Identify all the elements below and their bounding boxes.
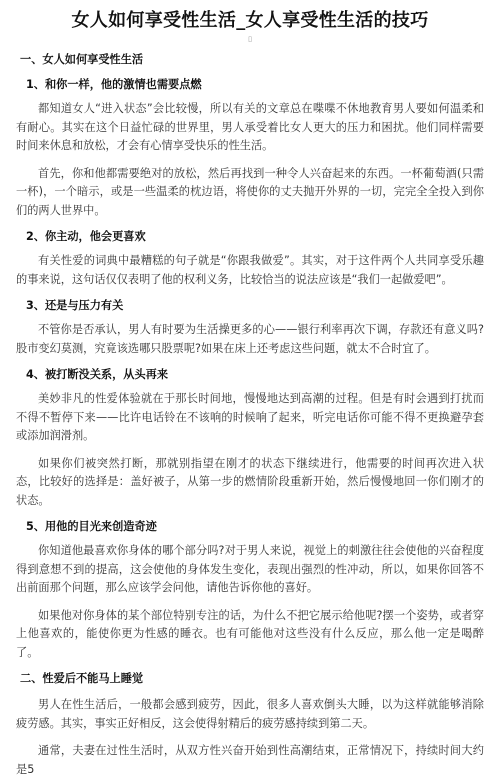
title-marker: ▯ (248, 35, 252, 43)
paragraph: 通常，夫妻在过性生活时，从双方性兴奋开始到性高潮结束，正常情况下，持续时间大约是5 (16, 744, 484, 776)
subsection-heading: 4、被打断没关系，从头再来 (26, 368, 169, 381)
page-title: 女人如何享受性生活_女人享受性生活的技巧 (71, 10, 429, 31)
paragraph: 如果你们被突然打断，那就别指望在刚才的状态下继续进行，他需要的时间再次进入状态，比较好的选择是：盖好被子，从第一步的燃情阶段重新开始，然后慢慢地回一你们刚才的状态。 (16, 456, 484, 507)
paragraph: 如果他对你身体的某个部位特别专注的话，为什么不把它展示给他呢?摆一个姿势，或者穿上他喜欢的，能使你更为性感的睡衣。也有可能他对这些没有什么反应，那么他一定是喝醉了。 (16, 608, 484, 659)
paragraph: 首先，你和他都需要绝对的放松，然后再找到一种令人兴奋起来的东西。一杯葡萄酒(只需一杯)，一个暗示，或是一些温柔的枕边语，将使你的丈夫抛开外界的一切，完完全全投入到你们的两人世界中。 (16, 166, 484, 217)
paragraph: 美妙非凡的性爱体验就在于那长时间地，慢慢地达到高潮的过程。但是有时会遇到打扰而不得不暂停下来——比许电话铃在不该响的时候响了起来，听完电话你可能不得不更换避孕套或添加润滑剂。 (16, 392, 484, 442)
section-one (16, 52, 484, 662)
subsection-heading: 1、和你一样，他的激情也需要点燃 (26, 78, 202, 91)
paragraph: 都知道女人“进入状态”会比较慢，所以有关的文章总在喋喋不休地教育男人要如何温柔和有耐心。其实在这个日益忙碌的世界里，男人承受着比女人更大的压力和困扰。他们同样需要时间来休息和放松，才会有心情享受快乐的性生活。 (16, 102, 484, 152)
subsection-heading: 5、用他的目光来创造奇迹 (26, 520, 157, 533)
subsection-heading: 2、你主动，他会更喜欢 (26, 230, 146, 243)
paragraph: 有关性爱的词典中最糟糕的句子就是“你跟我做爱”。其实，对于这件两个人共同享受乐趣的事来说，这句话仅仅表明了他的权利义务，比较恰当的说法应该是“我们一起做爱吧”。 (16, 254, 484, 286)
section-two (16, 671, 484, 779)
section-heading: 一、女人如何享受性生活 (20, 53, 144, 66)
paragraph: 你知道他最喜欢你身体的哪个部分吗?对于男人来说，视觉上的刺激往往会使他的兴奋程度得到意想不到的提高，这会使他的身体发生变化，表现出强烈的性冲动，所以，如果你回答不出前面那个问题，那么应该学会问他，请他告诉你他的喜好。 (16, 544, 484, 594)
subsection-heading: 3、还是与压力有关 (26, 299, 124, 312)
section-heading: 二、性爱后不能马上睡觉 (20, 672, 144, 685)
paragraph: 男人在性生活后，一般都会感到疲劳，因此，很多人喜欢倒头大睡，以为这样就能够消除疲劳感。其实，事实正好相反，这会使得射精后的疲劳感持续到第二天。 (16, 698, 484, 730)
paragraph: 不管你是否承认，男人有时要为生活操更多的心——银行利率再次下调，存款还有意义吗?股市变幻莫测，究竟该选哪只股票呢?如果在床上还考虑这些问题，就太不合时宜了。 (16, 323, 484, 355)
